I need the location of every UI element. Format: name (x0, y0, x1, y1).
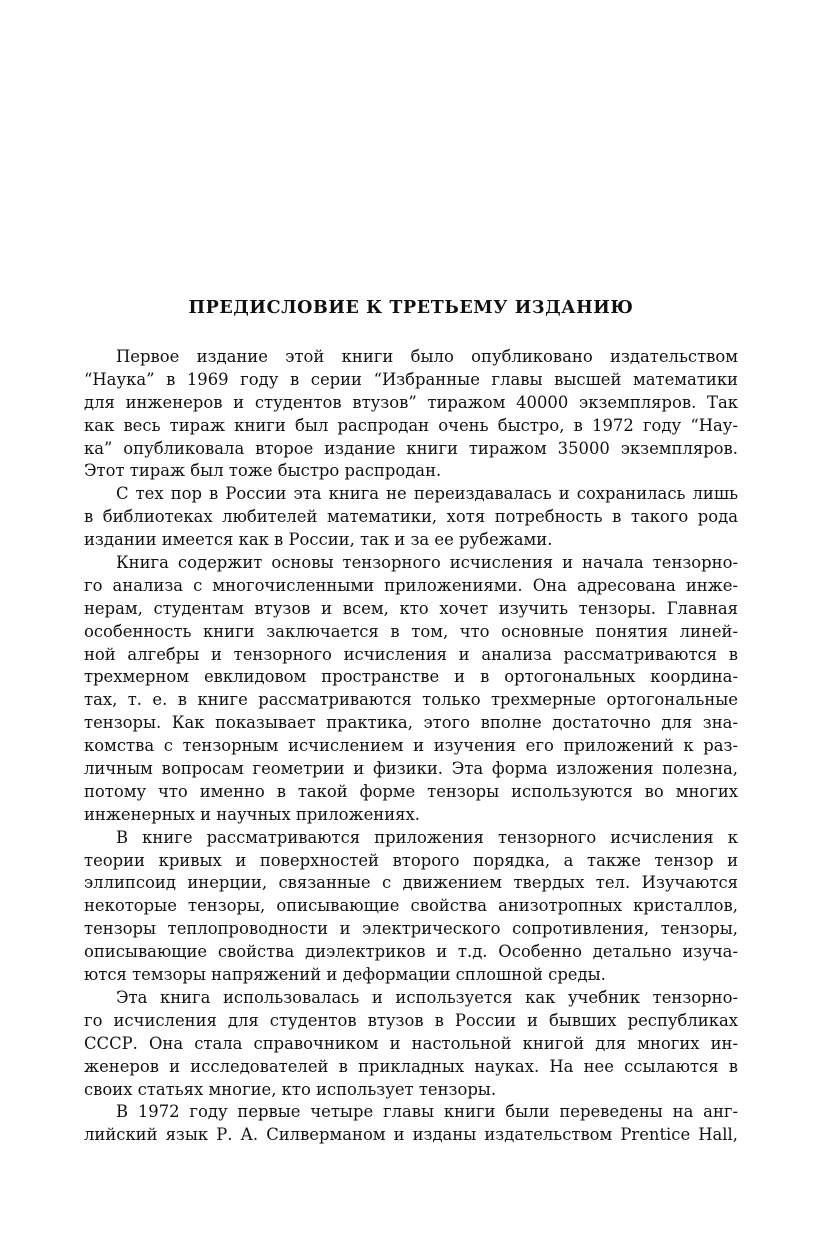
text-line: СССР. Она стала справочником и настольной книгой для многих ин- (84, 1033, 738, 1053)
text-line: эллипсоид инерции, связанные с движением твердых тел. Изучаются (84, 873, 738, 893)
text-line: В книге рассматриваются приложения тензорного исчисления к (116, 827, 738, 847)
paragraph (84, 827, 738, 987)
text-line: ка” опубликовала второе издание книги тиражом 35000 экземпляров. (84, 438, 738, 458)
body-text (84, 346, 738, 1147)
text-line: потому что именно в такой форме тензоры используются во многих (84, 781, 738, 801)
text-line: лийский язык Р. А. Силверманом и изданы издательством Prentice Hall, (84, 1125, 738, 1145)
text-line: как весь тираж книги был распродан очень быстро, в 1972 году “Нау- (84, 415, 738, 435)
text-line: теории кривых и поверхностей второго порядка, а также тензор и (84, 850, 738, 870)
text-line: инженерных и научных приложениях. (84, 804, 420, 824)
text-line: женеров и исследователей в прикладных науках. На нее ссылаются в (84, 1056, 738, 1076)
text-line: ются темзоры напряжений и деформации сплошной среды. (84, 965, 606, 985)
text-line: своих статьях многие, кто использует тензоры. (84, 1079, 497, 1099)
text-line: издании имеется как в России, так и за ее рубежами. (84, 530, 553, 550)
text-line: “Наука” в 1969 году в серии “Избранные главы высшей математики (84, 369, 738, 389)
text-line: в библиотеках любителей математики, хотя потребность в такого рода (84, 507, 738, 527)
paragraph (84, 346, 738, 483)
text-line: В 1972 году первые четыре главы книги были переведены на анг- (116, 1102, 738, 1122)
text-line: тензоры теплопроводности и электрического сопротивления, тензоры, (84, 919, 738, 939)
text-line: для инженеров и студентов втузов” тиражом 40000 экземпляров. Так (84, 392, 738, 412)
text-line: Первое издание этой книги было опубликовано издательством (116, 347, 738, 366)
text-line: го анализа с многочисленными приложениями. Она адресована инже- (84, 575, 738, 595)
text-line: нерам, студентам втузов и всем, кто хочет изучить тензоры. Главная (84, 598, 738, 618)
text-line: тах, т. е. в книге рассматриваются только трехмерные ортогональные (84, 690, 738, 710)
text-line: трехмерном евклидовом пространстве и в ортогональных координа- (84, 667, 738, 687)
paragraph (84, 1101, 738, 1147)
paragraph (84, 987, 738, 1101)
text-line: тензоры. Как показывает практика, этого вполне достаточно для зна- (84, 713, 738, 733)
text-line: особенность книги заключается в том, что основные понятия линей- (84, 621, 738, 641)
text-line: личным вопросам геометрии и физики. Эта форма изложения полезна, (84, 759, 738, 779)
text-line: Книга содержит основы тензорного исчисления и начала тензорно- (116, 553, 738, 573)
paragraph (84, 483, 738, 552)
text-line: ной алгебры и тензорного исчисления и анализа рассматриваются в (84, 644, 738, 664)
text-line: Этот тираж был тоже быстро распродан. (84, 461, 442, 481)
paragraph (84, 552, 738, 827)
text-line: С тех пор в России эта книга не переиздавалась и сохранилась лишь (116, 484, 738, 504)
text-line: Эта книга использовалась и используется как учебник тензорно- (116, 987, 738, 1007)
text-line: комства с тензорным исчислением и изучения его приложений к раз- (84, 736, 738, 756)
text-line: го исчисления для студентов втузов в России и бывших республиках (84, 1010, 738, 1030)
page-title: ПРЕДИСЛОВИЕ К ТРЕТЬЕМУ ИЗДАНИЮ (188, 298, 634, 318)
text-line: описывающие свойства диэлектриков и т.д. Особенно детально изуча- (84, 942, 738, 962)
text-line: некоторые тензоры, описывающие свойства анизотропных кристаллов, (84, 896, 738, 916)
